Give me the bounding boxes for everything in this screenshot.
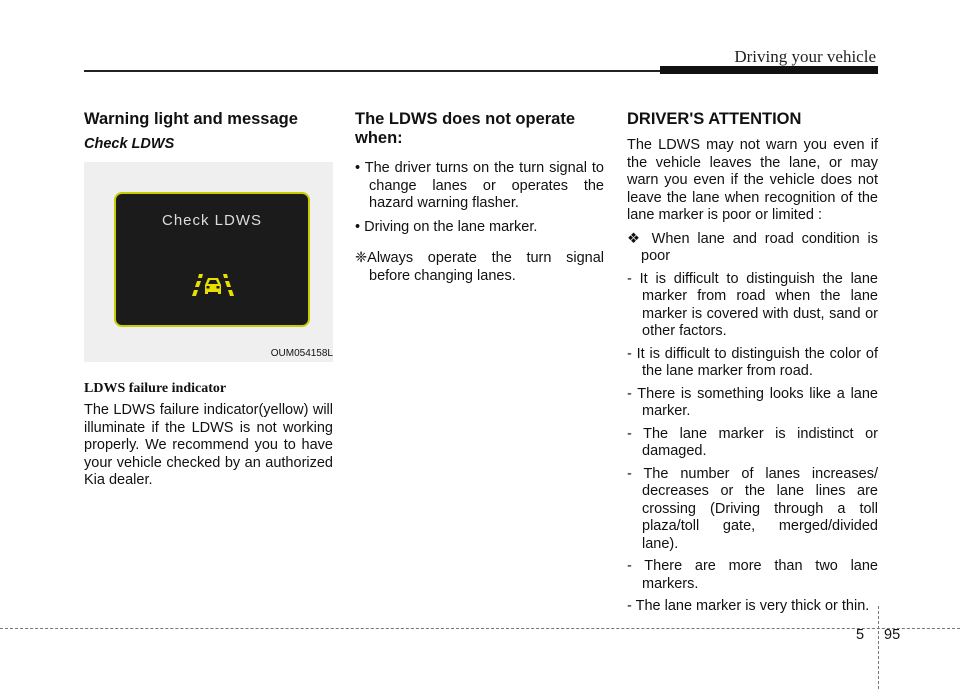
- footer-rule: [0, 628, 960, 629]
- section-heading: The LDWS does not operate when:: [355, 110, 576, 147]
- list-item: - It is difficult to distinguish the lane marker from road when the lane marker is covered with dust, sand or other factors.: [627, 270, 878, 339]
- note-text: ❈Always operate the turn signal before changing lanes.: [355, 250, 604, 284]
- column-right: [627, 110, 878, 616]
- chapter-title: Driving your vehicle: [734, 47, 876, 66]
- indicator-description: The LDWS failure indicator(yellow) will illuminate if the LDWS is not working properly. We recommend you to have your vehicle checked by an authorized Kia dealer.: [84, 402, 333, 488]
- intro-paragraph: The LDWS may not warn you even if the vehicle leaves the lane, or may warn you even if the vehicle does not leave the lane when recognition of the lane marker is poor or limited :: [627, 137, 878, 223]
- condition-heading: ❖ When lane and road condition is poor: [627, 230, 878, 264]
- list-item: - The number of lanes increases/ decreases or the lane lines are crossing (Driving through a toll plaza/toll gate, merged/divided lane).: [627, 465, 878, 552]
- page-number: 95: [884, 627, 901, 643]
- list-item: - The lane marker is indistinct or damaged.: [627, 425, 878, 459]
- section-subheading: Check LDWS: [84, 136, 175, 152]
- screen-message: Check LDWS: [161, 211, 263, 229]
- header-rule: [84, 70, 662, 72]
- list-item: - It is difficult to distinguish the color of the lane marker from road.: [627, 345, 878, 379]
- lane-departure-car-icon: [186, 264, 240, 298]
- footer-divider: [878, 606, 879, 689]
- section-heading: Warning light and message: [84, 110, 298, 128]
- list-item: - There are more than two lane markers.: [627, 558, 878, 592]
- list-item: - The lane marker is very thick or thin.: [627, 598, 870, 614]
- indicator-title: LDWS failure indicator: [84, 380, 227, 396]
- column-middle: [355, 110, 604, 285]
- bullet-item: • Driving on the lane marker.: [355, 218, 538, 235]
- list-item: - There is something looks like a lane marker.: [627, 385, 878, 419]
- bullet-item: • The driver turns on the turn signal to change lanes or operates the hazard warning flasher.: [355, 160, 604, 211]
- section-heading: DRIVER'S ATTENTION: [627, 110, 802, 128]
- header-tab-bar: [660, 66, 878, 74]
- cluster-display-figure: [84, 162, 333, 362]
- cluster-screen: [114, 192, 310, 327]
- figure-code: OUM054158L: [270, 348, 333, 359]
- section-number: 5: [856, 627, 865, 643]
- column-left: [84, 110, 333, 490]
